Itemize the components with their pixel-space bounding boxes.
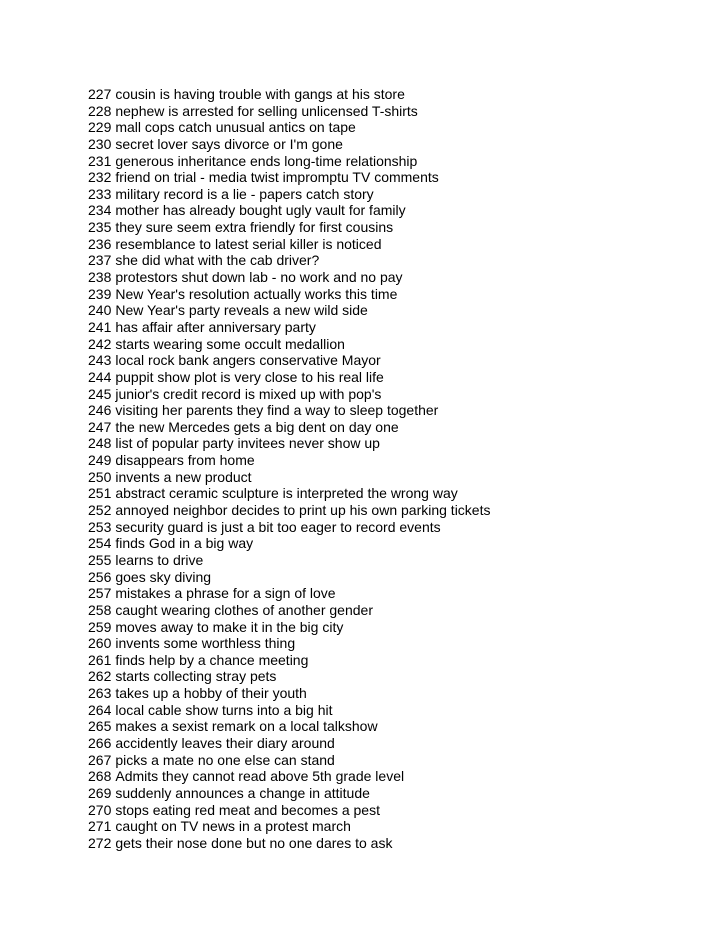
list-item	[88, 485, 708, 502]
list-item-number: 229	[88, 119, 112, 136]
list-item-text: moves away to make it in the big city	[115, 618, 344, 635]
list-item-number: 227	[88, 86, 112, 102]
list-item-text: caught on TV news in a protest march	[115, 818, 351, 835]
list-item-text: cousin is having trouble with gangs at his store	[115, 86, 405, 102]
list-item-text: friend on trial - media twist impromptu TV comments	[115, 169, 439, 186]
list-item	[88, 219, 708, 236]
list-item	[88, 419, 708, 436]
list-item-number: 257	[88, 585, 112, 602]
list-item-text: visiting her parents they find a way to sleep together	[115, 402, 439, 419]
list-item	[88, 119, 708, 136]
list-item-text: starts collecting stray pets	[115, 668, 277, 685]
list-item	[88, 302, 708, 319]
list-item-number: 272	[88, 834, 112, 851]
list-item-text: invents some worthless thing	[115, 635, 296, 652]
list-item-number: 255	[88, 551, 112, 568]
list-item	[88, 735, 708, 752]
list-item	[88, 86, 708, 103]
list-item-text: mother has already bought ugly vault for family	[115, 202, 406, 219]
list-item-text: accidently leaves their diary around	[115, 734, 335, 751]
list-item-text: starts wearing some occult medallion	[115, 335, 345, 352]
list-item	[88, 785, 708, 802]
list-item-text: has affair after anniversary party	[115, 318, 316, 335]
list-item-text: list of popular party invitees never show up	[115, 435, 380, 452]
list-item-number: 248	[88, 435, 112, 452]
list-item-number: 236	[88, 235, 112, 252]
list-item	[88, 469, 708, 486]
list-item-text: local rock bank angers conservative Mayor	[115, 352, 381, 369]
list-item	[88, 668, 708, 685]
list-item-text: picks a mate no one else can stand	[115, 751, 335, 768]
list-item	[88, 752, 708, 769]
list-item	[88, 386, 708, 403]
list-item-text: generous inheritance ends long-time relationship	[115, 152, 418, 169]
list-item-number: 250	[88, 468, 112, 485]
list-item-number: 242	[88, 335, 112, 352]
list-item	[88, 685, 708, 702]
list-item-number: 241	[88, 318, 112, 335]
list-item-text: abstract ceramic sculpture is interpreted the wrong way	[115, 485, 458, 502]
list-item-text: caught wearing clothes of another gender	[115, 601, 373, 618]
list-item-number: 260	[88, 635, 112, 652]
list-item	[88, 369, 708, 386]
list-item-text: protestors shut down lab - no work and no pay	[115, 269, 403, 286]
list-item	[88, 619, 708, 636]
list-item-number: 267	[88, 751, 112, 768]
list-item	[88, 702, 708, 719]
list-item-number: 270	[88, 801, 112, 818]
list-item-number: 244	[88, 368, 112, 385]
list-item-text: Admits they cannot read above 5th grade level	[115, 768, 405, 785]
list-item-number: 252	[88, 502, 112, 519]
list-item	[88, 652, 708, 669]
list-item-text: the new Mercedes gets a big dent on day one	[115, 418, 399, 435]
list-item-text: gets their nose done but no one dares to ask	[115, 834, 393, 851]
list-item	[88, 585, 708, 602]
list-item	[88, 153, 708, 170]
list-item-number: 251	[88, 485, 112, 502]
list-item-number: 259	[88, 618, 112, 635]
list-item-number: 240	[88, 302, 112, 319]
list-item	[88, 202, 708, 219]
list-item	[88, 336, 708, 353]
list-item	[88, 236, 708, 253]
list-item-number: 239	[88, 285, 112, 302]
list-item-text: military record is a lie - papers catch story	[115, 185, 374, 202]
list-item-number: 263	[88, 685, 112, 702]
list-item	[88, 519, 708, 536]
list-item-text: mistakes a phrase for a sign of love	[115, 585, 336, 602]
list-item	[88, 818, 708, 835]
list-item	[88, 835, 708, 852]
list-item-text: local cable show turns into a big hit	[115, 701, 333, 718]
list-item	[88, 186, 708, 203]
list-item	[88, 103, 708, 120]
list-item	[88, 602, 708, 619]
list-item-number: 262	[88, 668, 112, 685]
list-item-number: 271	[88, 818, 112, 835]
list-item-text: New Year's resolution actually works this time	[115, 285, 398, 302]
list-item	[88, 352, 708, 369]
list-item	[88, 552, 708, 569]
list-item-number: 261	[88, 651, 112, 668]
list-item-number: 269	[88, 784, 112, 801]
list-item-number: 235	[88, 219, 112, 236]
list-item-number: 254	[88, 535, 112, 552]
list-item-text: takes up a hobby of their youth	[115, 685, 307, 702]
list-item-number: 265	[88, 718, 112, 735]
list-item-number: 246	[88, 402, 112, 419]
list-item	[88, 136, 708, 153]
list-item-text: junior's credit record is mixed up with pop's	[115, 385, 382, 402]
list-item-number: 230	[88, 135, 112, 152]
list-item-text: makes a sexist remark on a local talkshow	[115, 718, 378, 735]
list-item-text: she did what with the cab driver?	[115, 252, 320, 269]
list-item	[88, 169, 708, 186]
list-item-number: 237	[88, 252, 112, 269]
list-item-text: invents a new product	[115, 468, 252, 485]
list-item-text: mall cops catch unusual antics on tape	[115, 119, 356, 136]
list-item-text: finds God in a big way	[115, 535, 254, 552]
list-item	[88, 402, 708, 419]
list-item-number: 256	[88, 568, 112, 585]
list-item	[88, 252, 708, 269]
list-item-number: 258	[88, 601, 112, 618]
list-item	[88, 286, 708, 303]
list-item-text: they sure seem extra friendly for first cousins	[115, 219, 394, 236]
list-item-number: 243	[88, 352, 112, 369]
list-item-text: resemblance to latest serial killer is noticed	[115, 235, 382, 252]
list-item-number: 264	[88, 701, 112, 718]
list-item-text: finds help by a chance meeting	[115, 651, 309, 668]
list-item	[88, 502, 708, 519]
list-item-number: 249	[88, 452, 112, 469]
list-item-text: goes sky diving	[115, 568, 212, 585]
list-item-number: 253	[88, 518, 112, 535]
list-item-text: puppit show plot is very close to his real life	[115, 368, 384, 385]
list-item-text: annoyed neighbor decides to print up his own parking tickets	[115, 502, 491, 519]
list-item-text: New Year's party reveals a new wild side	[115, 302, 368, 319]
list-item-text: secret lover says divorce or I'm gone	[115, 135, 343, 152]
list-item	[88, 535, 708, 552]
list-item	[88, 269, 708, 286]
list-item-text: suddenly announces a change in attitude	[115, 784, 370, 801]
list-item-number: 247	[88, 418, 112, 435]
list-item-number: 233	[88, 185, 112, 202]
list-item-text: disappears from home	[115, 452, 255, 469]
list-item-number: 231	[88, 152, 112, 169]
list-item-text: learns to drive	[115, 551, 204, 568]
list-item-number: 232	[88, 169, 112, 186]
list-item-number: 245	[88, 385, 112, 402]
list-item-number: 266	[88, 734, 112, 751]
list-item	[88, 569, 708, 586]
list-item	[88, 319, 708, 336]
list-item	[88, 768, 708, 785]
numbered-list	[88, 86, 708, 851]
list-item-number: 268	[88, 768, 112, 785]
list-item	[88, 718, 708, 735]
list-item-text: nephew is arrested for selling unlicensed T-shirts	[115, 102, 418, 119]
list-item-number: 228	[88, 102, 112, 119]
list-item	[88, 635, 708, 652]
list-item	[88, 802, 708, 819]
list-item	[88, 452, 708, 469]
list-item-number: 234	[88, 202, 112, 219]
list-item-number: 238	[88, 269, 112, 286]
list-item	[88, 435, 708, 452]
list-item-text: security guard is just a bit too eager to record events	[115, 518, 441, 535]
list-item-text: stops eating red meat and becomes a pest	[115, 801, 380, 818]
